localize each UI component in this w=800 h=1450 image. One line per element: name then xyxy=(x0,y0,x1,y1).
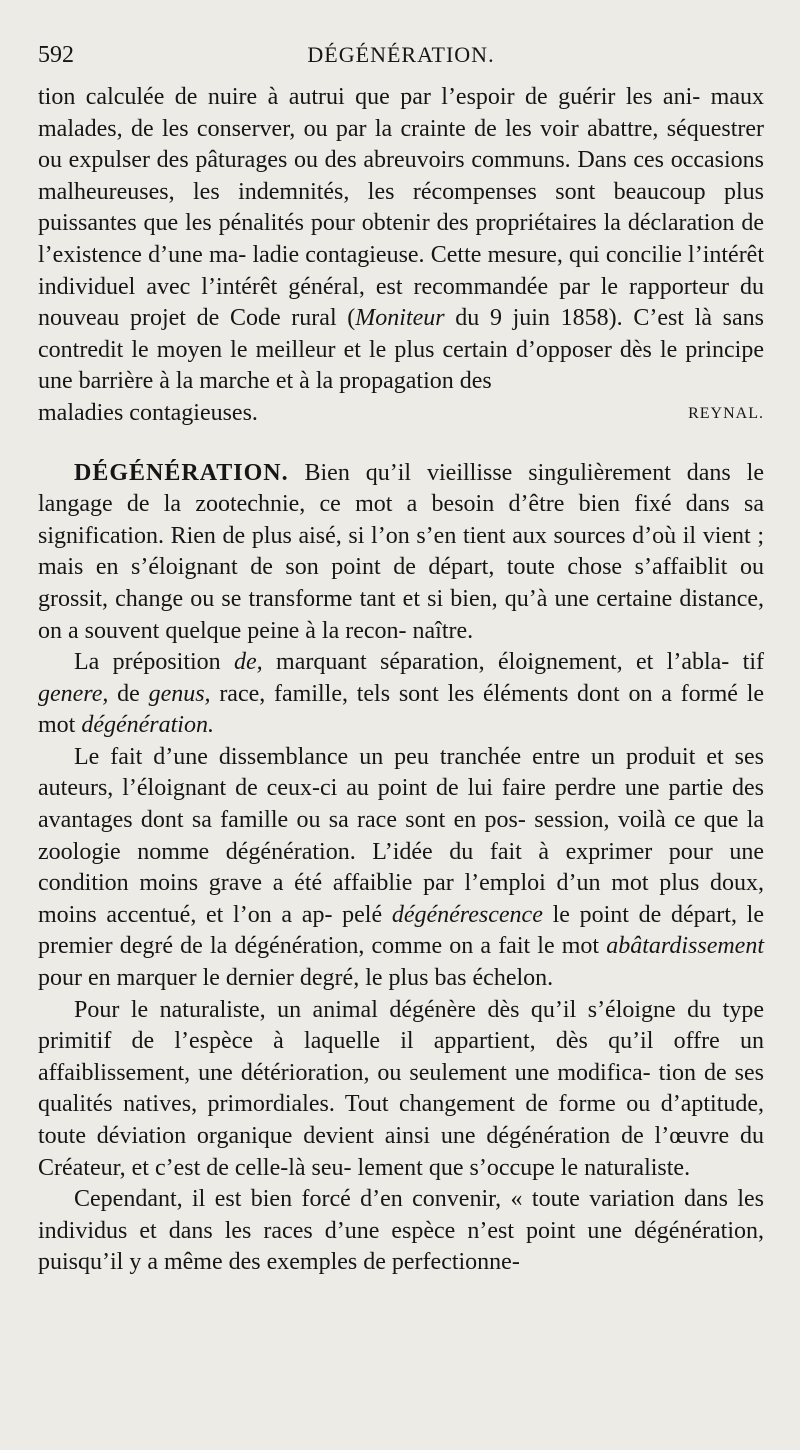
text-run: pour en xyxy=(38,965,111,992)
text-run: dégénération, comme on a fait le mot xyxy=(234,933,607,960)
text-line: s’affaiblit ou grossit, change ou se transforme tant et si bien, qu’à xyxy=(38,554,765,612)
last-line: maladies contagieuses. xyxy=(38,399,258,426)
entry-paragraph-5 xyxy=(38,1184,764,1279)
text-line: sans contredit le moyen le meilleur et le plus certain d’opposer xyxy=(38,305,765,363)
text-line: dégénération, puisqu’il y a même des exemples de perfectionne- xyxy=(38,1217,765,1276)
text-run: pelé xyxy=(342,901,392,928)
text-line: session, voilà ce que la zoologie nomme dégénération. L’idée du xyxy=(38,807,765,865)
text-line: ladie contagieuse. Cette mesure, qui concilie l’intérêt individuel xyxy=(38,241,765,300)
italic-run: genere, xyxy=(38,680,109,707)
text-line: récompenses sont beaucoup plus puissantes que les pénalités pour xyxy=(38,178,765,237)
text-line: signification. Rien de plus aisé, si l’on s’en tient aux sources d’où xyxy=(38,522,677,549)
text-line: langage de la zootechnie, ce mot a besoin d’être bien fixé dans sa xyxy=(38,491,764,518)
body-text xyxy=(38,82,764,1279)
italic-run: abâtardissement xyxy=(606,933,765,960)
page-number: 592 xyxy=(38,42,74,68)
text-run: de xyxy=(108,680,149,707)
entry-paragraph-2 xyxy=(38,647,764,742)
text-line xyxy=(38,305,712,331)
text-run: tif xyxy=(742,649,764,676)
text-line: et ses auteurs, l’éloignant de ceux-ci au point de lui faire perdre xyxy=(38,743,765,802)
text-run: du 9 juin 1858). C’est là xyxy=(444,305,712,332)
text-line: une certaine distance, on a souvent quelque peine à la recon- xyxy=(38,585,764,644)
entry-paragraph-3 xyxy=(38,742,764,995)
italic-run: de, xyxy=(234,649,263,676)
text-line: Cependant, il est bien forcé d’en convenir, « toute variation xyxy=(74,1186,675,1213)
text-line: marquer le dernier degré, le plus bas échelon. xyxy=(116,965,554,992)
entry-paragraph-1 xyxy=(38,458,764,648)
text-line: communs. Dans ces occasions malheureuses, les indemnités, les xyxy=(38,147,764,205)
italic-run: dégénération. xyxy=(81,712,214,739)
text-line: affaiblissement, une détérioration, ou seulement une modifica- xyxy=(38,1059,651,1086)
running-header xyxy=(38,38,764,82)
entry-headword: DÉGÉNÉRATION. xyxy=(74,459,289,486)
text-line: Pour le naturaliste, un animal dégénère dès qu’il s’éloigne du xyxy=(74,996,712,1023)
italic-run: Moniteur xyxy=(355,305,445,332)
text-line: une partie des avantages dont sa famille ou sa race sont en pos- xyxy=(38,775,765,834)
text-line: dans les individus et dans les races d’une espèce n’est point une xyxy=(38,1186,764,1244)
text-line: Le fait d’une dissemblance un peu tranchée entre un produit xyxy=(74,743,696,770)
text-line: obtenir des propriétaires la déclaration de l’existence d’une ma- xyxy=(38,210,764,268)
text-line: une dégénération de l’œuvre du Créateur, et c’est de celle-là seu- xyxy=(38,1123,764,1181)
text-line: abattre, séquestrer ou expulser des pâturages ou des abreuvoirs xyxy=(38,115,764,174)
text-line: dès le principe une barrière à la marche et à la propagation des xyxy=(38,336,765,395)
text-line: naître. xyxy=(412,617,474,644)
text-line: tion calculée de nuire à autrui que par l’espoir de guérir les ani- xyxy=(38,84,701,110)
previous-entry-paragraph xyxy=(38,82,764,398)
text-line: forme ou d’aptitude, toute déviation organique devient ainsi xyxy=(38,1091,765,1149)
text-line: lement que s’occupe le naturaliste. xyxy=(357,1154,691,1181)
text-run: nouveau projet de Code rural ( xyxy=(38,305,356,332)
entry-paragraph-4 xyxy=(38,995,764,1185)
running-title: DÉGÉNÉRATION. xyxy=(307,42,495,67)
text-run: race, famille, tels sont les éléments dont on xyxy=(210,680,653,707)
text-run: a formé le mot xyxy=(38,680,765,739)
text-line: type primitif de l’espèce à laquelle il appartient, dès qu’il offre un xyxy=(38,996,764,1055)
text-line: maux malades, de les conserver, ou par la crainte de les voir xyxy=(38,84,764,142)
italic-run: dégénérescence xyxy=(391,901,543,928)
text-run: La préposition xyxy=(74,649,235,676)
text-line: il vient ; mais en s’éloignant de son point de départ, toute chose xyxy=(38,522,764,581)
text-run: le point de départ, le premier degré de la xyxy=(38,901,765,960)
text-line: avec l’intérêt général, est recommandée par le rapporteur du xyxy=(146,273,764,300)
italic-run: genus, xyxy=(148,680,211,707)
entry-separator xyxy=(38,432,764,458)
text-run: Bien qu’il vieillisse singulièrement dans le xyxy=(288,459,764,486)
author-signature: REYNAL. xyxy=(688,404,764,422)
text-run: marquant séparation, éloignement, et l’abla- xyxy=(262,649,730,676)
text-line: par l’emploi d’un mot plus doux, moins accentué, et l’on a ap- xyxy=(38,870,765,928)
signature-line xyxy=(38,398,764,432)
text-line: tion de ses qualités natives, primordiales. Tout changement de xyxy=(38,1059,764,1118)
text-line: fait à exprimer pour une condition moins grave a été affaiblie xyxy=(38,838,765,897)
